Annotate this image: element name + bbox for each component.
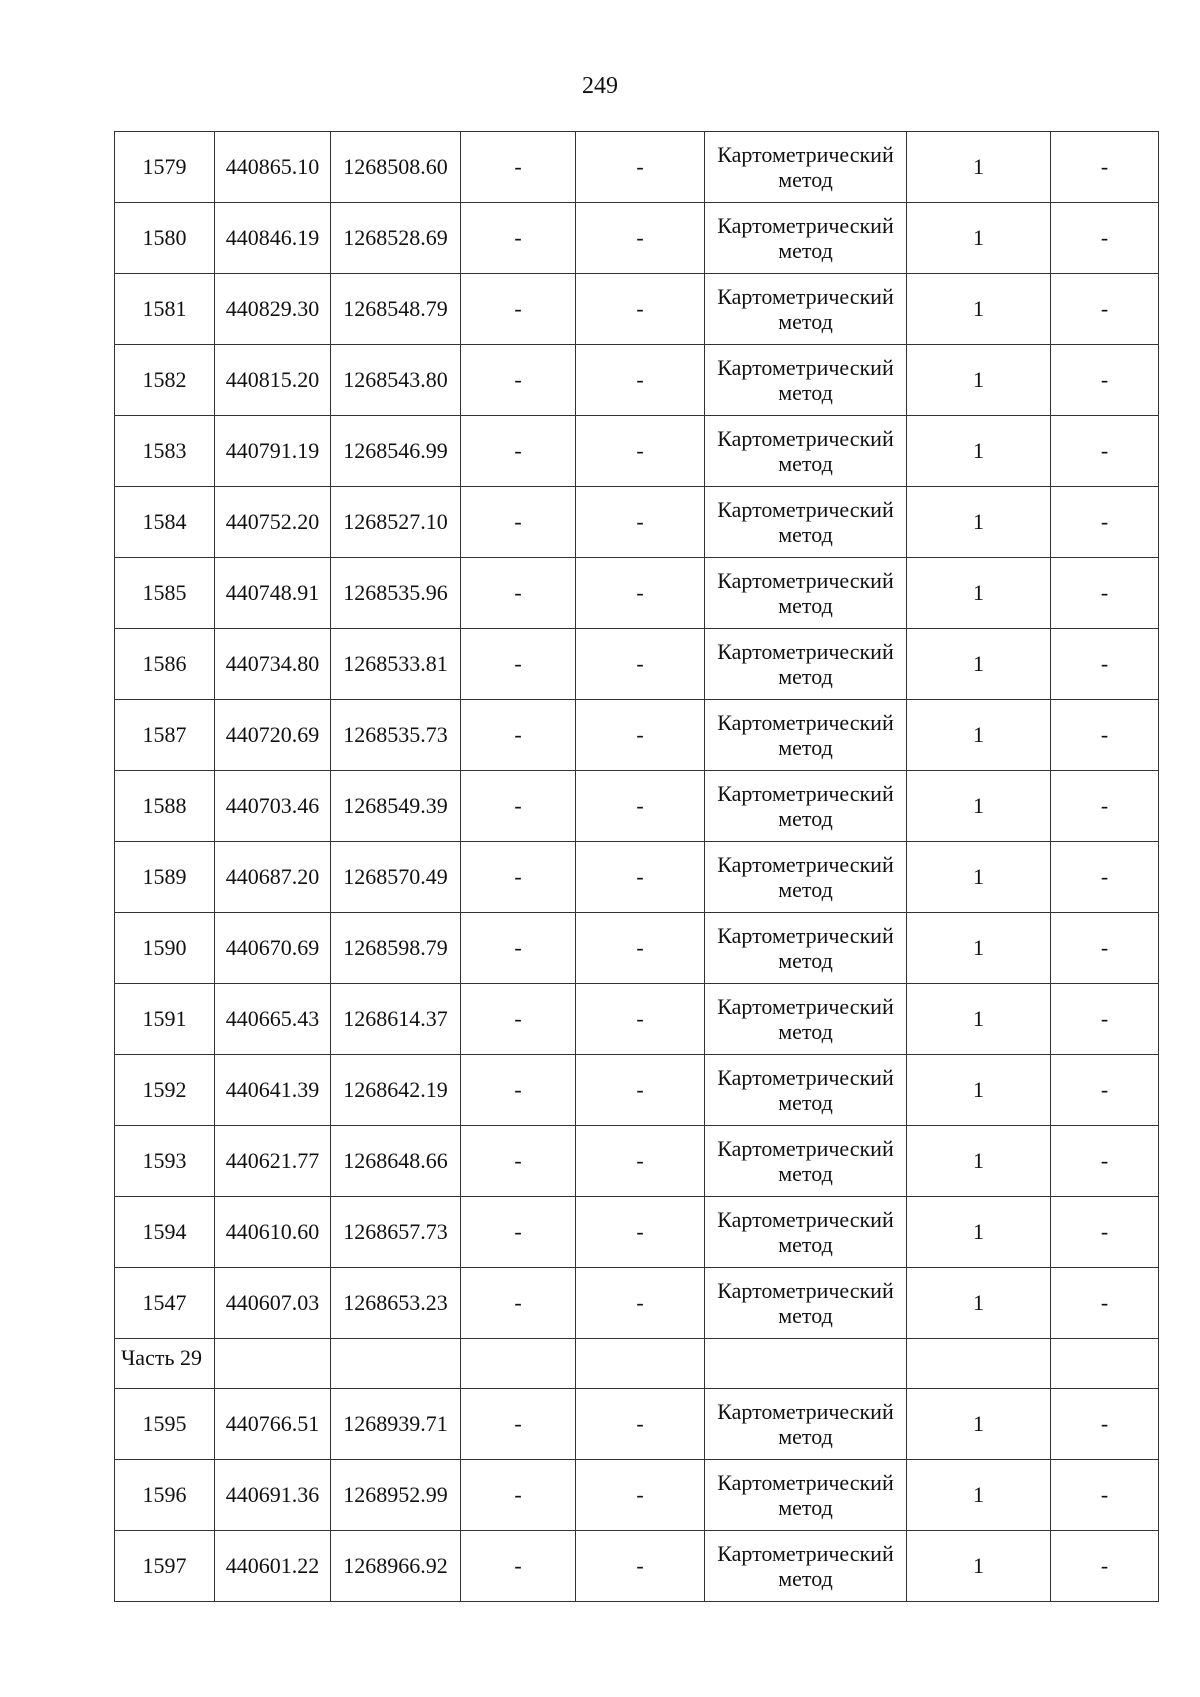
column-4-cell: - [461,700,576,771]
method-cell [705,203,907,274]
method-cell [705,1389,907,1460]
table-row [115,1055,1159,1126]
column-7-cell: 1 [907,771,1051,842]
column-8-cell: - [1051,771,1159,842]
point-id-cell: 1579 [115,132,215,203]
method-cell [705,913,907,984]
point-id-cell: 1592 [115,1055,215,1126]
y-coordinate-cell: 1268508.60 [331,132,461,203]
column-7-cell: 1 [907,274,1051,345]
table-row [115,558,1159,629]
x-coordinate-cell: 440691.36 [215,1460,331,1531]
column-7-cell: 1 [907,345,1051,416]
method-text-line: Картометрический [717,142,894,167]
column-7-cell: 1 [907,1126,1051,1197]
method-text-line: метод [778,1090,833,1115]
method-text-line: Картометрический [717,852,894,877]
column-8-cell: - [1051,203,1159,274]
y-coordinate-cell: 1268648.66 [331,1126,461,1197]
column-8-cell: - [1051,842,1159,913]
method-text-line: метод [778,380,833,405]
method-text-line: метод [778,664,833,689]
y-coordinate-cell: 1268614.37 [331,984,461,1055]
x-coordinate-cell: 440734.80 [215,629,331,700]
column-4-cell: - [461,629,576,700]
method-text-line: Картометрический [717,1136,894,1161]
column-4-cell: - [461,487,576,558]
method-text-line: метод [778,238,833,263]
point-id-cell: 1588 [115,771,215,842]
column-8-cell: - [1051,1531,1159,1602]
x-coordinate-cell: 440748.91 [215,558,331,629]
point-id-cell: 1583 [115,416,215,487]
method-text-line: Картометрический [717,1278,894,1303]
method-text-line: Картометрический [717,1065,894,1090]
column-4-cell: - [461,984,576,1055]
table-row [115,629,1159,700]
y-coordinate-cell: 1268548.79 [331,274,461,345]
column-8-cell: - [1051,416,1159,487]
method-text-line: Картометрический [717,355,894,380]
column-4-cell: - [461,274,576,345]
x-coordinate-cell: 440815.20 [215,345,331,416]
point-id-cell: 1596 [115,1460,215,1531]
table-row [115,203,1159,274]
x-coordinate-cell: 440621.77 [215,1126,331,1197]
column-5-cell: - [576,1268,705,1339]
table-row [115,132,1159,203]
column-7-cell: 1 [907,203,1051,274]
y-coordinate-cell: 1268549.39 [331,771,461,842]
column-5-cell: - [576,1460,705,1531]
method-text-line: метод [778,877,833,902]
x-coordinate-cell: 440791.19 [215,416,331,487]
y-coordinate-cell: 1268528.69 [331,203,461,274]
column-8-cell: - [1051,1055,1159,1126]
column-4-cell: - [461,416,576,487]
point-id-cell: 1597 [115,1531,215,1602]
column-5-cell: - [576,842,705,913]
empty-cell [215,1339,331,1389]
method-text-line: Картометрический [717,426,894,451]
method-text-line: Картометрический [717,781,894,806]
column-7-cell: 1 [907,1055,1051,1126]
y-coordinate-cell: 1268546.99 [331,416,461,487]
column-5-cell: - [576,1197,705,1268]
method-cell [705,558,907,629]
method-cell [705,416,907,487]
y-coordinate-cell: 1268598.79 [331,913,461,984]
empty-cell [576,1339,705,1389]
column-8-cell: - [1051,558,1159,629]
method-cell [705,1531,907,1602]
x-coordinate-cell: 440687.20 [215,842,331,913]
empty-cell [1051,1339,1159,1389]
column-5-cell: - [576,416,705,487]
column-4-cell: - [461,1126,576,1197]
x-coordinate-cell: 440607.03 [215,1268,331,1339]
table-row [115,274,1159,345]
method-text-line: Картометрический [717,1207,894,1232]
table-row [115,984,1159,1055]
column-4-cell: - [461,1460,576,1531]
column-7-cell: 1 [907,1389,1051,1460]
y-coordinate-cell: 1268952.99 [331,1460,461,1531]
point-id-cell: 1589 [115,842,215,913]
method-text-line: Картометрический [717,284,894,309]
method-text-line: Картометрический [717,1470,894,1495]
column-8-cell: - [1051,700,1159,771]
coordinates-table [114,131,1159,1602]
x-coordinate-cell: 440846.19 [215,203,331,274]
table-row [115,771,1159,842]
x-coordinate-cell: 440641.39 [215,1055,331,1126]
column-4-cell: - [461,1268,576,1339]
method-text-line: метод [778,948,833,973]
method-cell [705,771,907,842]
method-text-line: метод [778,522,833,547]
method-text-line: Картометрический [717,923,894,948]
x-coordinate-cell: 440665.43 [215,984,331,1055]
y-coordinate-cell: 1268527.10 [331,487,461,558]
method-text-line: метод [778,806,833,831]
point-id-cell: 1585 [115,558,215,629]
column-8-cell: - [1051,345,1159,416]
table-row [115,1389,1159,1460]
column-7-cell: 1 [907,1460,1051,1531]
column-7-cell: 1 [907,487,1051,558]
column-5-cell: - [576,984,705,1055]
column-7-cell: 1 [907,629,1051,700]
table-row [115,1531,1159,1602]
method-text-line: Картометрический [717,994,894,1019]
method-cell [705,1460,907,1531]
empty-cell [461,1339,576,1389]
x-coordinate-cell: 440601.22 [215,1531,331,1602]
method-text-line: метод [778,1019,833,1044]
point-id-cell: 1584 [115,487,215,558]
x-coordinate-cell: 440610.60 [215,1197,331,1268]
point-id-cell: 1591 [115,984,215,1055]
method-text-line: метод [778,735,833,760]
y-coordinate-cell: 1268535.73 [331,700,461,771]
column-7-cell: 1 [907,1268,1051,1339]
column-7-cell: 1 [907,132,1051,203]
column-8-cell: - [1051,913,1159,984]
column-5-cell: - [576,1126,705,1197]
column-4-cell: - [461,842,576,913]
column-5-cell: - [576,487,705,558]
method-text-line: метод [778,1495,833,1520]
section-label: Часть 29 [115,1339,215,1389]
method-text-line: Картометрический [717,639,894,664]
page-number: 249 [582,73,618,99]
y-coordinate-cell: 1268642.19 [331,1055,461,1126]
x-coordinate-cell: 440829.30 [215,274,331,345]
point-id-cell: 1590 [115,913,215,984]
column-8-cell: - [1051,487,1159,558]
section-row [115,1339,1159,1389]
point-id-cell: 1580 [115,203,215,274]
method-cell [705,1055,907,1126]
column-5-cell: - [576,1389,705,1460]
column-8-cell: - [1051,1126,1159,1197]
column-4-cell: - [461,913,576,984]
point-id-cell: 1582 [115,345,215,416]
column-5-cell: - [576,274,705,345]
method-text-line: Картометрический [717,710,894,735]
method-text-line: Картометрический [717,497,894,522]
column-4-cell: - [461,1531,576,1602]
method-cell [705,1126,907,1197]
method-cell [705,984,907,1055]
method-cell [705,1197,907,1268]
method-text-line: метод [778,1303,833,1328]
column-7-cell: 1 [907,416,1051,487]
table-body [115,132,1159,1602]
column-7-cell: 1 [907,1531,1051,1602]
column-5-cell: - [576,629,705,700]
x-coordinate-cell: 440703.46 [215,771,331,842]
table-row [115,1197,1159,1268]
method-text-line: метод [778,1161,833,1186]
method-cell [705,274,907,345]
point-id-cell: 1581 [115,274,215,345]
y-coordinate-cell: 1268657.73 [331,1197,461,1268]
x-coordinate-cell: 440766.51 [215,1389,331,1460]
method-text-line: метод [778,1424,833,1449]
x-coordinate-cell: 440865.10 [215,132,331,203]
column-4-cell: - [461,1055,576,1126]
column-4-cell: - [461,771,576,842]
y-coordinate-cell: 1268939.71 [331,1389,461,1460]
column-5-cell: - [576,558,705,629]
table-row [115,345,1159,416]
table-row [115,913,1159,984]
point-id-cell: 1593 [115,1126,215,1197]
column-4-cell: - [461,203,576,274]
column-7-cell: 1 [907,842,1051,913]
method-cell [705,487,907,558]
y-coordinate-cell: 1268533.81 [331,629,461,700]
column-8-cell: - [1051,1460,1159,1531]
column-8-cell: - [1051,1268,1159,1339]
point-id-cell: 1594 [115,1197,215,1268]
method-text-line: Картометрический [717,213,894,238]
method-text-line: Картометрический [717,1399,894,1424]
y-coordinate-cell: 1268966.92 [331,1531,461,1602]
point-id-cell: 1595 [115,1389,215,1460]
y-coordinate-cell: 1268535.96 [331,558,461,629]
column-8-cell: - [1051,1389,1159,1460]
x-coordinate-cell: 440752.20 [215,487,331,558]
column-5-cell: - [576,203,705,274]
method-cell [705,629,907,700]
method-cell [705,345,907,416]
x-coordinate-cell: 440720.69 [215,700,331,771]
column-8-cell: - [1051,629,1159,700]
table-row [115,1268,1159,1339]
point-id-cell: 1587 [115,700,215,771]
column-8-cell: - [1051,984,1159,1055]
column-4-cell: - [461,345,576,416]
column-7-cell: 1 [907,1197,1051,1268]
method-text-line: Картометрический [717,568,894,593]
method-cell [705,132,907,203]
method-cell [705,842,907,913]
y-coordinate-cell: 1268570.49 [331,842,461,913]
column-5-cell: - [576,345,705,416]
y-coordinate-cell: 1268653.23 [331,1268,461,1339]
empty-cell [331,1339,461,1389]
method-cell [705,1268,907,1339]
y-coordinate-cell: 1268543.80 [331,345,461,416]
column-5-cell: - [576,132,705,203]
column-8-cell: - [1051,1197,1159,1268]
column-4-cell: - [461,132,576,203]
method-text-line: метод [778,309,833,334]
method-text-line: метод [778,167,833,192]
column-4-cell: - [461,1197,576,1268]
point-id-cell: 1547 [115,1268,215,1339]
table-row [115,1460,1159,1531]
column-5-cell: - [576,771,705,842]
column-4-cell: - [461,558,576,629]
method-text-line: метод [778,1232,833,1257]
method-text-line: метод [778,451,833,476]
table-row [115,416,1159,487]
method-text-line: Картометрический [717,1541,894,1566]
method-text-line: метод [778,593,833,618]
column-7-cell: 1 [907,984,1051,1055]
x-coordinate-cell: 440670.69 [215,913,331,984]
column-5-cell: - [576,700,705,771]
table-row [115,842,1159,913]
table-row [115,1126,1159,1197]
column-5-cell: - [576,1055,705,1126]
column-5-cell: - [576,913,705,984]
column-4-cell: - [461,1389,576,1460]
column-5-cell: - [576,1531,705,1602]
column-8-cell: - [1051,132,1159,203]
method-cell [705,700,907,771]
column-7-cell: 1 [907,558,1051,629]
empty-cell [907,1339,1051,1389]
table-row [115,700,1159,771]
table-row [115,487,1159,558]
method-text-line: метод [778,1566,833,1591]
column-7-cell: 1 [907,913,1051,984]
column-7-cell: 1 [907,700,1051,771]
point-id-cell: 1586 [115,629,215,700]
empty-cell [705,1339,907,1389]
column-8-cell: - [1051,274,1159,345]
